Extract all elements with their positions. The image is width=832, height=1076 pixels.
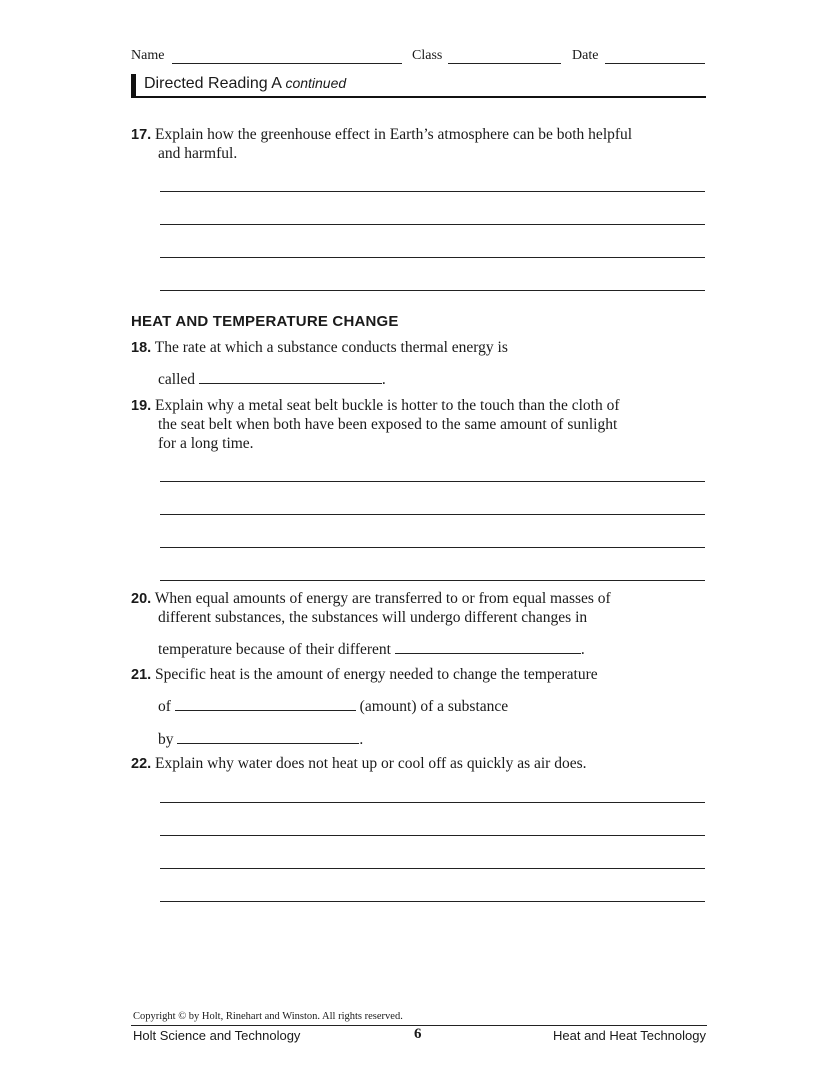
answer-line[interactable] — [160, 580, 705, 581]
section-heading: HEAT AND TEMPERATURE CHANGE — [131, 313, 399, 330]
section-rule — [131, 96, 706, 98]
answer-blank[interactable] — [177, 743, 359, 744]
question-number: 19. — [131, 398, 152, 414]
period: . — [580, 641, 585, 658]
question-number: 18. — [131, 340, 152, 356]
question-17-line2: and harmful. — [158, 145, 238, 162]
question-20 — [131, 589, 721, 609]
date-field-line[interactable] — [605, 63, 705, 64]
question-20-line3: temperature because of their different — [158, 641, 391, 658]
answer-line[interactable] — [160, 481, 705, 482]
period: . — [381, 371, 386, 388]
answer-line[interactable] — [160, 835, 705, 836]
amount-label: (amount) of a substance — [359, 698, 509, 715]
answer-line[interactable] — [160, 290, 705, 291]
answer-line[interactable] — [160, 257, 705, 258]
answer-line[interactable] — [160, 224, 705, 225]
of-label: of — [158, 698, 171, 715]
question-text: Explain why a metal seat belt buckle is hotter to the touch than the cloth of — [155, 397, 620, 414]
class-label: Class — [412, 48, 443, 63]
question-19 — [131, 396, 721, 416]
question-21 — [131, 665, 721, 685]
answer-line[interactable] — [160, 191, 705, 192]
answer-line[interactable] — [160, 868, 705, 869]
section-title-suffix: continued — [285, 75, 347, 91]
question-text: The rate at which a substance conducts thermal energy is — [154, 339, 508, 356]
question-text: When equal amounts of energy are transferred to or from equal masses of — [154, 590, 611, 607]
answer-blank[interactable] — [175, 710, 356, 711]
question-text: Explain how the greenhouse effect in Earth’s atmosphere can be both helpful — [155, 126, 633, 143]
name-field-line[interactable] — [172, 63, 402, 64]
question-number: 17. — [131, 127, 152, 143]
answer-line[interactable] — [160, 901, 705, 902]
section-title-text: Directed Reading A — [144, 75, 281, 92]
footer-book-title: Holt Science and Technology — [133, 1028, 301, 1043]
question-19-line3: for a long time. — [158, 435, 254, 452]
date-label: Date — [572, 48, 599, 63]
question-17 — [131, 125, 711, 145]
answer-blank[interactable] — [199, 383, 382, 384]
question-text: Explain why water does not heat up or cool off as quickly as air does. — [155, 755, 587, 772]
question-text: Specific heat is the amount of energy needed to change the temperature — [155, 666, 598, 683]
question-number: 21. — [131, 667, 152, 683]
question-18 — [131, 338, 711, 358]
question-19-line2: the seat belt when both have been exposed to the same amount of sunlight — [158, 416, 618, 433]
question-number: 22. — [131, 756, 152, 772]
section-title — [144, 75, 346, 93]
footer-chapter-title: Heat and Heat Technology — [553, 1028, 706, 1043]
question-18-blank-row — [158, 370, 386, 389]
answer-line[interactable] — [160, 802, 705, 803]
period: . — [359, 731, 364, 748]
question-number: 20. — [131, 591, 152, 607]
question-21-of-row — [158, 697, 508, 716]
page-number: 6 — [414, 1026, 422, 1042]
question-22 — [131, 754, 721, 774]
copyright-notice: Copyright © by Holt, Rinehart and Winston. All rights reserved. — [133, 1011, 403, 1022]
answer-line[interactable] — [160, 547, 705, 548]
question-21-by-row — [158, 730, 363, 749]
class-field-line[interactable] — [448, 63, 561, 64]
name-label: Name — [131, 48, 165, 63]
by-label: by — [158, 731, 174, 748]
section-marker — [131, 74, 136, 96]
called-label: called — [158, 371, 196, 388]
answer-line[interactable] — [160, 514, 705, 515]
answer-blank[interactable] — [395, 653, 581, 654]
question-20-blank-row — [158, 640, 585, 659]
question-20-line2: different substances, the substances will undergo different changes in — [158, 609, 588, 626]
